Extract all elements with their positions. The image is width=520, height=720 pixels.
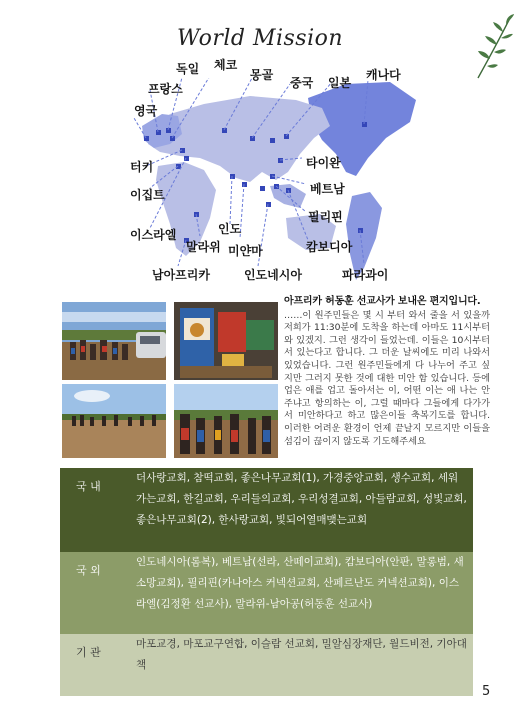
south-america [346, 192, 382, 280]
map-label-egypt: 이집트 [130, 188, 165, 202]
map-label-cambodia: 캄보디아 [306, 240, 353, 254]
map-label-philippines: 필리핀 [308, 210, 343, 224]
support-band-domestic [60, 468, 473, 552]
map-label-israel: 이스라엘 [130, 228, 177, 242]
photo-crowd-van [62, 302, 166, 380]
map-label-canada: 캐나다 [366, 68, 401, 82]
page-title: World Mission [176, 26, 344, 51]
letter-body: ……이 원주민들은 몇 시 부터 와서 줄을 서 있을까 저희가 11:30분에 도착을 하는데 아마도 11시부터 와 있겠지. 그런 생각이 들었는데. 이들은 10시부터 서 있는다고 합니다. 그 더운 날씨에도 미리 나와서 있었습니다. 그런 원주민들에게 다 나누어 주고 싶지만 그러지 못한 것에 대한 미안 함 있습니다. 등에 업은 애를 업고 돌아서는 이, 어떤 이는 애 나는 안주냐고 항의하는 이, 그럴 때마다 그들에게 다가가서 미안하다고 하고 많은이들 축복기도를 합니다. 이러한 어려운 환경이 언제 끝날지 모르지만 이들을 섬김이 끊이지 않도록 기도해주세요 [284, 309, 490, 447]
page-number: 5 [482, 684, 491, 699]
map-label-south-africa: 남아프리카 [152, 268, 210, 282]
missionary-letter [284, 296, 490, 448]
support-band-overseas [60, 552, 473, 634]
photo-field-gathering [62, 384, 166, 458]
support-label-institutions: 기 관 [76, 646, 101, 659]
photo-people-queue [174, 384, 278, 458]
support-text-overseas: 인도네시아(롬복), 베트남(선라, 산떼이교회), 캄보디아(안판, 말롱범, 새소망교회), 필리핀(카나아스 커넥션교회, 산페르난도 커넥션교회), 이스라엘(김정환 선교사), 말라위-남아공(허동훈 선교사) [136, 556, 464, 610]
map-label-china: 중국 [290, 76, 314, 90]
support-label-overseas: 국 외 [76, 564, 101, 577]
leaf-branch-icon [470, 12, 516, 82]
map-label-czech: 체코 [214, 58, 238, 72]
map-label-taiwan: 타이완 [306, 156, 341, 170]
map-label-vietnam: 베트남 [310, 182, 345, 196]
letter-title: 아프리카 허동훈 선교사가 보내온 편지입니다. [284, 296, 481, 307]
map-label-uk: 영국 [134, 104, 158, 118]
support-band-institutions [60, 634, 473, 696]
map-label-malawi: 말라위 [186, 240, 221, 254]
map-label-paraguay: 파라과이 [342, 268, 389, 282]
map-label-india: 인도 [218, 222, 242, 236]
photo-supply-boxes [174, 302, 278, 380]
map-label-myanmar: 미얀마 [228, 244, 263, 258]
map-label-turkey: 터키 [130, 160, 154, 174]
map-label-indonesia: 인도네시아 [244, 268, 302, 282]
map-label-japan: 일본 [328, 76, 352, 90]
map-label-mongolia: 몽골 [250, 68, 274, 82]
map-label-germany: 독일 [176, 62, 200, 76]
map-label-france: 프랑스 [148, 82, 183, 96]
support-text-institutions: 마포교경, 마포교구연합, 이슬람 선교회, 밀알심장재단, 월드비전, 기아대책 [136, 638, 467, 671]
support-label-domestic: 국 내 [76, 480, 101, 493]
support-text-domestic: 더사랑교회, 참떡교회, 좋은나무교회(1), 가경중앙교회, 생수교회, 세워가는교회, 한길교회, 우리들의교회, 우리성결교회, 아들람교회, 성빛교회, 좋은나무교회(2), 한사랑교회, 빛되어열매맺는교회 [136, 472, 467, 526]
